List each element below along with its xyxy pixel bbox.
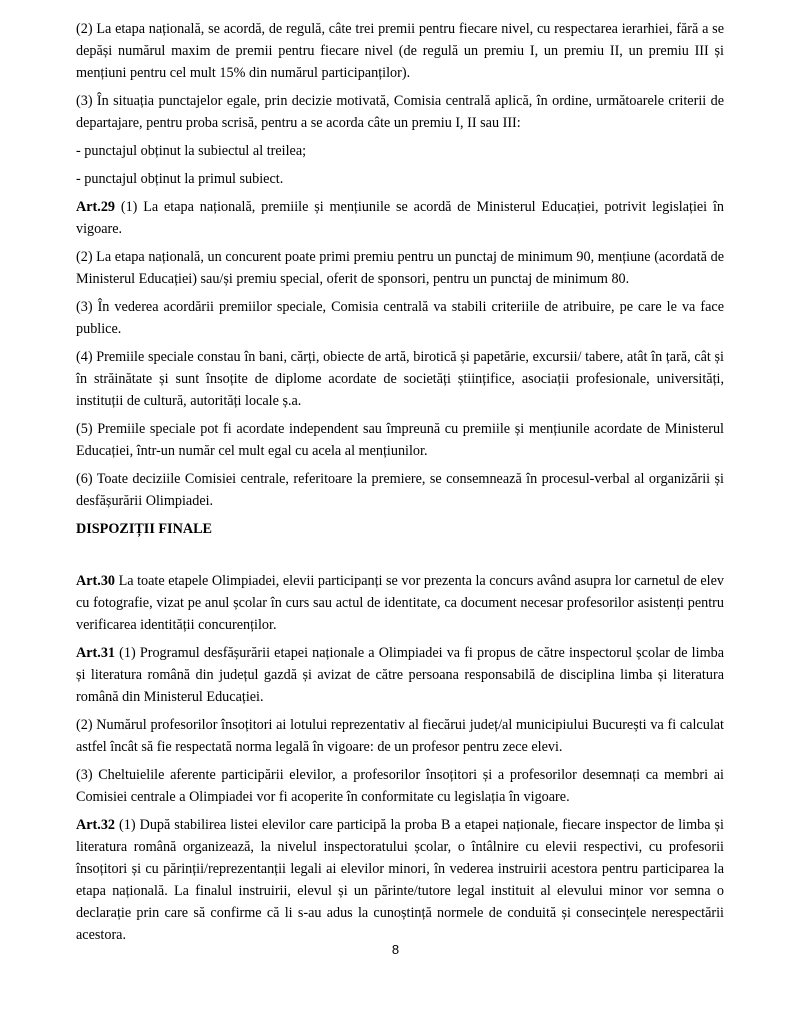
- article-label: Art.32: [76, 817, 116, 833]
- article-text: (1) La etapa națională, premiile și mențiunile se acordă de Ministerul Educației, potrivit legislației în vigoare.: [76, 199, 724, 237]
- page-number: 8: [391, 942, 400, 957]
- article-text: La toate etapele Olimpiadei, elevii participanți se vor prezenta la concurs având asupra lor carnetul de elev cu fotografie, vizat pe anul școlar în curs sau actul de identitate, ca document necesar profesorilor asistenți pentru verificarea identității concurenților.: [76, 573, 725, 633]
- article-text: (1) După stabilirea listei elevilor care participă la proba B a etapei naționale, fiecare inspector de limba și literatura română organizează, la nivelul inspectoratului școlar, o întâlnire cu elevii respectivi, cu profesorii însoțitori și cu părinții/reprezentanții legali ai elevilor minori, în vederea instruirii acestora pentru participarea la etapa națională. La finalul instruirii, elevul și un părinte/tutore legal instituit al elevului minor vor semna o declarație prin care să confirme că li s-au adus la cunoștință normele de conduită și consecințele nerespectării acestora.: [76, 817, 724, 943]
- paragraph-art31-3: (3) Cheltuielile aferente participării elevilor, a profesorilor însoțitori și a profesorilor desemnați ca membri ai Comisiei centrale a Olimpiadei vor fi acoperite în conformitate cu legislația în vigoare.: [76, 767, 724, 805]
- section-heading: DISPOZIȚII FINALE: [76, 521, 213, 537]
- paragraph-art29-6: (6) Toate deciziile Comisiei centrale, referitoare la premiere, se consemnează în procesul-verbal al organizării și desfășurării Olimpiadei.: [76, 471, 724, 509]
- paragraph-art29-2: (2) La etapa națională, un concurent poate primi premiu pentru un punctaj de minimum 90, mențiune (acordată de Ministerul Educației) sau/și premiu special, oferit de sponsori, pentru un punctaj de minimum 80.: [76, 249, 724, 287]
- section-spacer: [76, 540, 724, 570]
- paragraph-art29-3: (3) În vederea acordării premiilor speciale, Comisia centrală va stabili criteriile de atribuire, pe care le va face publice.: [76, 299, 724, 337]
- article-label: Art.29: [76, 199, 116, 215]
- paragraph-art32-1: [76, 814, 724, 946]
- paragraph-art30: [76, 570, 724, 636]
- paragraph-art29-1: [76, 196, 724, 240]
- paragraph-art31-1: [76, 642, 724, 708]
- article-label: Art.31: [76, 645, 116, 661]
- article-label: Art.30: [76, 573, 116, 589]
- paragraph-art31-2: (2) Numărul profesorilor însoțitori ai lotului reprezentativ al fiecărui județ/al municipiului București va fi calculat astfel încât să fie respectată norma legală în vigoare: de un profesor pentru zece elevi.: [76, 717, 724, 755]
- article-text: (1) Programul desfășurării etapei naționale a Olimpiadei va fi propus de către inspectorul școlar de limba și literatura română din județul gazdă și avizat de către persoana responsabilă de disciplina limba și literatura română din Ministerul Educației.: [76, 645, 724, 705]
- criteria-item-2: - punctajul obținut la primul subiect.: [76, 171, 284, 187]
- paragraph-art29-4: (4) Premiile speciale constau în bani, cărți, obiecte de artă, birotică și papetărie, excursii/ tabere, atât în țară, cât și în străinătate și sunt însoțite de diplome acordate de societăți științifice, asociații profesionale, universități, instituții de cultură, autorități locale ș.a.: [76, 349, 724, 409]
- paragraph-art28-3: (3) În situația punctajelor egale, prin decizie motivată, Comisia centrală aplică, în ordine, următoarele criterii de departajare, pentru proba scrisă, pentru a se acorda câte un premiu I, II sau III:: [76, 93, 724, 131]
- paragraph-art28-2: (2) La etapa națională, se acordă, de regulă, câte trei premii pentru fiecare nivel, cu respectarea ierarhiei, fără a se depăși numărul maxim de premii pentru fiecare nivel (de regulă un premiu I, un premiu II, un premiu III și mențiuni pentru cel mult 15% din numărul participanților).: [76, 21, 724, 81]
- page-body: [76, 18, 724, 952]
- criteria-item-1: - punctajul obținut la subiectul al treilea;: [76, 143, 307, 159]
- paragraph-art29-5: (5) Premiile speciale pot fi acordate independent sau împreună cu premiile și mențiunile acordate de Ministerul Educației, într-un număr cel mult egal cu acela al mențiunilor.: [76, 421, 724, 459]
